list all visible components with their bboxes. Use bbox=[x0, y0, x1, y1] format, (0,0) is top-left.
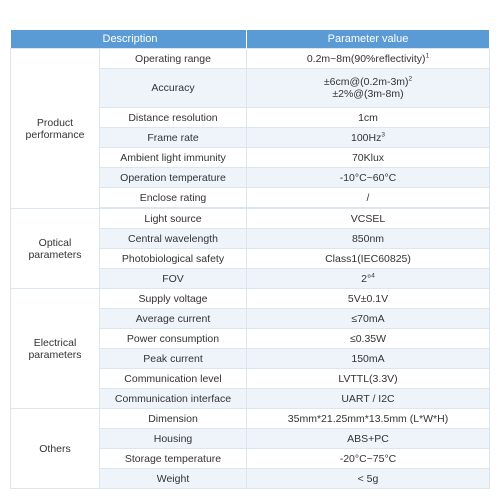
row-label: Operating range bbox=[100, 49, 247, 69]
row-label: Distance resolution bbox=[100, 108, 247, 128]
category-label: Electrical bbox=[33, 336, 77, 349]
row-label: Dimension bbox=[100, 409, 247, 429]
row-value: / bbox=[247, 188, 490, 208]
row-label: FOV bbox=[100, 269, 247, 289]
row-value: Class1(IEC60825) bbox=[247, 249, 490, 269]
row-label: Frame rate bbox=[100, 128, 247, 148]
row-value: 150mA bbox=[247, 349, 490, 369]
header-row bbox=[11, 30, 490, 49]
row-value: ≤70mA bbox=[247, 309, 490, 329]
row-value: 100Hz$^3$ bbox=[247, 128, 490, 148]
category-others bbox=[11, 409, 100, 489]
row-value: 1cm bbox=[247, 108, 490, 128]
spec-table bbox=[10, 30, 490, 489]
row-label: Communication level bbox=[100, 369, 247, 389]
row-label: Communication interface bbox=[100, 389, 247, 409]
table-row bbox=[11, 409, 490, 429]
row-value: 2°$^4$ bbox=[247, 269, 490, 289]
row-label: Peak current bbox=[100, 349, 247, 369]
row-label: Light source bbox=[100, 209, 247, 229]
row-value: ≤0.35W bbox=[247, 329, 490, 349]
category-label: performance bbox=[25, 128, 85, 141]
row-value: ABS+PC bbox=[247, 429, 490, 449]
row-label: Weight bbox=[100, 469, 247, 489]
row-label: Storage temperature bbox=[100, 449, 247, 469]
row-value: VCSEL bbox=[247, 209, 490, 229]
table-row bbox=[11, 289, 490, 309]
category-label: parameters bbox=[28, 248, 82, 261]
category-label: parameters bbox=[28, 348, 82, 361]
row-label: Supply voltage bbox=[100, 289, 247, 309]
row-label: Enclose rating bbox=[100, 188, 247, 208]
category-label: Others bbox=[39, 442, 71, 455]
row-value: -10°C~60°C bbox=[247, 168, 490, 188]
table-row bbox=[11, 49, 490, 69]
row-value: 0.2m~8m(90%reflectivity)$^1$ bbox=[247, 49, 490, 69]
category-electrical-parameters bbox=[11, 289, 100, 409]
header-parameter-value: Parameter value bbox=[247, 30, 490, 49]
row-label: Housing bbox=[100, 429, 247, 449]
row-value: -20°C~75°C bbox=[247, 449, 490, 469]
row-value: 35mm*21.25mm*13.5mm (L*W*H) bbox=[247, 409, 490, 429]
row-label: Central wavelength bbox=[100, 229, 247, 249]
row-value: 70Klux bbox=[247, 148, 490, 168]
category-product-performance bbox=[11, 49, 100, 209]
spec-sheet bbox=[10, 30, 489, 489]
row-value: 5V±0.1V bbox=[247, 289, 490, 309]
row-label: Ambient light immunity bbox=[100, 148, 247, 168]
category-label: Product bbox=[36, 116, 74, 129]
row-value: < 5g bbox=[247, 469, 490, 489]
row-label: Accuracy bbox=[100, 69, 247, 108]
row-label: Operation temperature bbox=[100, 168, 247, 188]
row-value: UART / I2C bbox=[247, 389, 490, 409]
table-row bbox=[11, 209, 490, 229]
row-value: LVTTL(3.3V) bbox=[247, 369, 490, 389]
row-label: Power consumption bbox=[100, 329, 247, 349]
category-label: Optical bbox=[38, 236, 72, 249]
row-value: $\pm 6cm@(0.2m-3m)^2$ ±2%@(3m-8m) bbox=[247, 69, 490, 108]
header-description: Description bbox=[11, 30, 247, 49]
row-label: Average current bbox=[100, 309, 247, 329]
row-label: Photobiological safety bbox=[100, 249, 247, 269]
category-optical-parameters bbox=[11, 209, 100, 289]
row-value: 850nm bbox=[247, 229, 490, 249]
